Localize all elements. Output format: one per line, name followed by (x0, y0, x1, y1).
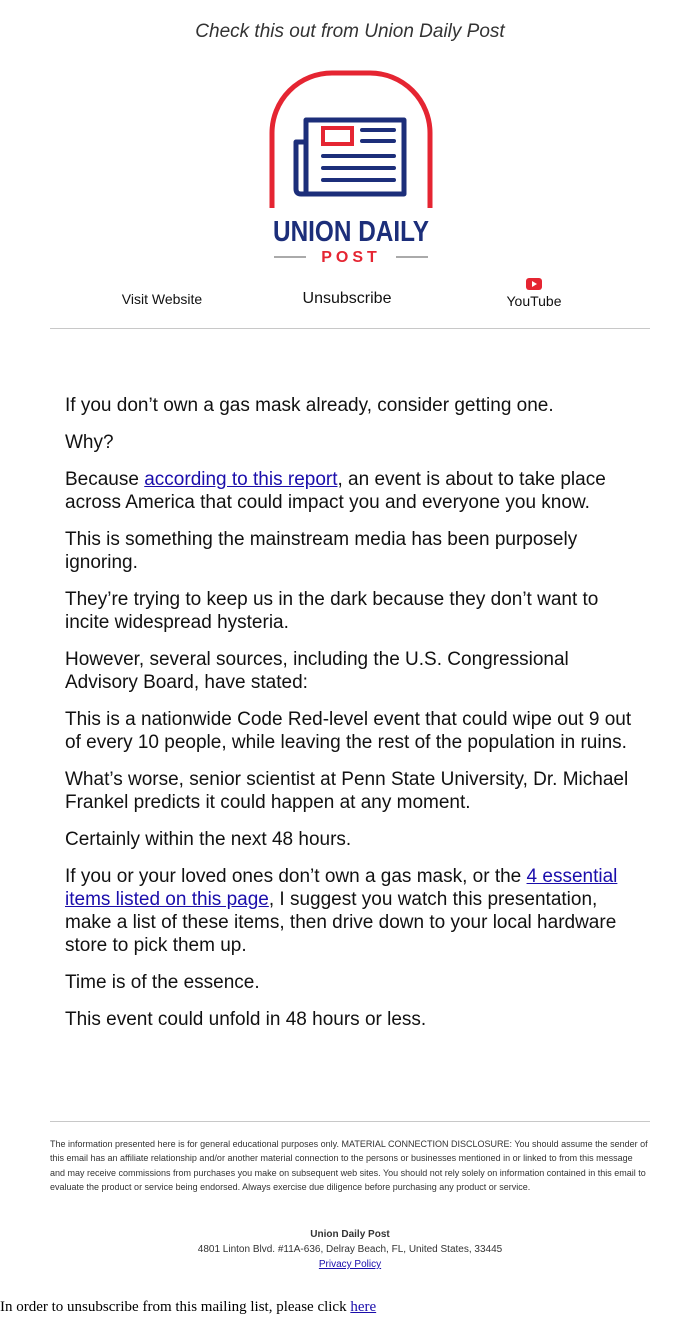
footer-divider (50, 1121, 650, 1122)
article-paragraph: Time is of the essence. (65, 972, 260, 993)
article-body (65, 394, 645, 1045)
header-divider (50, 328, 650, 329)
article-paragraph: This event could unfold in 48 hours or less. (65, 1009, 427, 1030)
unsubscribe-notice: In order to unsubscribe from this mailing list, please click here (0, 1299, 377, 1315)
article-paragraph: Because according to this report, an event is about to take place across America that could impact you and everyone you know. (65, 469, 606, 513)
footer-company-name: Union Daily Post (310, 1229, 390, 1240)
youtube-label: YouTube (506, 293, 562, 309)
article-paragraph: They’re trying to keep us in the dark because they don’t want to incite widespread hysteria. (65, 589, 599, 633)
essential-items-link[interactable]: 4 essential items listed on this page (65, 866, 618, 910)
disclaimer-text: The information presented here is for general educational purposes only. MATERIAL CONNECTION DISCLOSURE: You should assume the sender of this email has an affiliate relationship and/or another material connection to the persons or businesses mentioned in or linked to from this message and may receive commissions from purchases you make on subsequent web sites. You should not rely solely on information contained in this email to evaluate the product or service being endorsed. Always exercise due diligence before purchasing any product or service. (50, 1139, 648, 1192)
report-link[interactable]: according to this report (144, 469, 338, 490)
article-paragraph: If you or your loved ones don’t own a gas mask, or the 4 essential items listed on this page, I suggest you watch this presentation, make a list of these items, then drive down to your local hardware store to pick them up. (65, 866, 618, 956)
article-paragraph: Why? (65, 432, 114, 453)
header-nav (50, 278, 650, 314)
email-intro-heading: Check this out from Union Daily Post (195, 21, 505, 42)
article-paragraph: If you don’t own a gas mask already, consider getting one. (65, 395, 554, 416)
footer (0, 1228, 700, 1272)
article-paragraph: What’s worse, senior scientist at Penn State University, Dr. Michael Frankel predicts it could happen at any moment. (65, 769, 629, 813)
union-daily-post-logo[interactable] (266, 68, 436, 268)
unsubscribe-link[interactable]: Unsubscribe (302, 290, 392, 307)
visit-website-link[interactable]: Visit Website (121, 291, 203, 307)
youtube-icon (526, 278, 542, 290)
unsubscribe-here-link[interactable]: here (350, 1299, 377, 1315)
article-paragraph: This is a nationwide Code Red-level event that could wipe out 9 out of every 10 people, while leaving the rest of the population in ruins. (65, 709, 632, 753)
footer-address: 4801 Linton Blvd. #11A-636, Delray Beach, FL, United States, 33445 (197, 1244, 503, 1255)
privacy-policy-link[interactable]: Privacy Policy (318, 1259, 382, 1270)
article-paragraph: This is something the mainstream media has been purposely ignoring. (65, 529, 578, 573)
youtube-link[interactable] (484, 278, 584, 309)
logo-wordmark-secondary: POST (321, 249, 381, 266)
article-paragraph: However, several sources, including the U.S. Congressional Advisory Board, have stated: (65, 649, 569, 693)
newspaper-icon (296, 120, 404, 194)
article-paragraph: Certainly within the next 48 hours. (65, 829, 352, 850)
logo-wordmark-primary: UNION DAILY (273, 216, 429, 248)
